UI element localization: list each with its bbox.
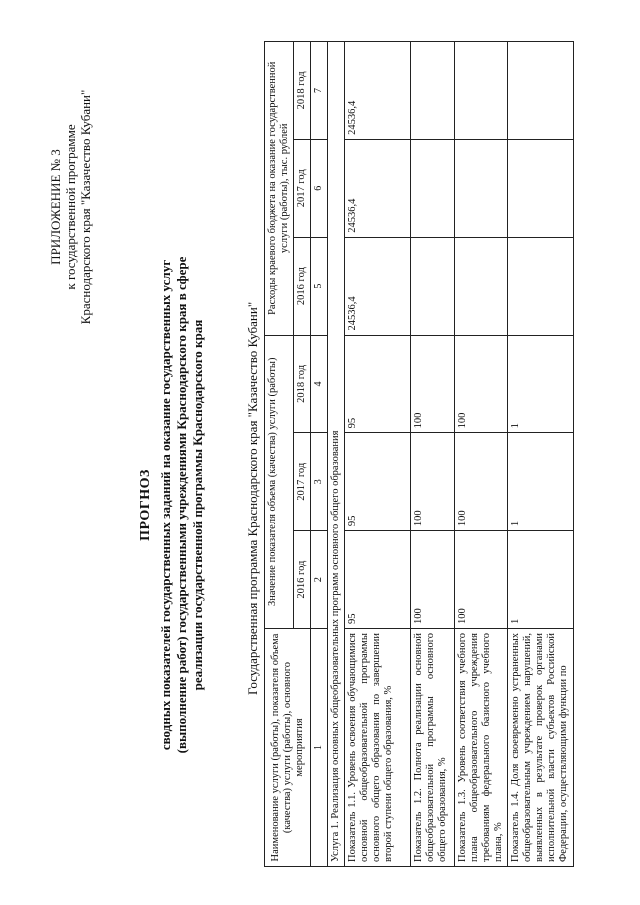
table-row xyxy=(455,42,508,867)
value-cell: 95 xyxy=(345,531,411,629)
program-name: Государственная программа Краснодарского края "Казачество Кубани" xyxy=(245,301,260,695)
header-year: 2018 год xyxy=(294,335,311,433)
expense-cell: 24536,4 xyxy=(345,237,411,335)
value-cell: 1 xyxy=(508,433,574,531)
value-cell: 1 xyxy=(508,335,574,433)
appendix-header xyxy=(48,57,93,357)
header-expense-group: Расходы краевого бюджета на оказание государственной услуги (работы), тыс. рублей xyxy=(265,42,294,336)
value-cell: 100 xyxy=(411,433,455,531)
expense-cell xyxy=(508,42,574,140)
column-number: 2 xyxy=(311,531,328,629)
appendix-reference: к государственной программе xyxy=(63,124,78,290)
value-cell: 95 xyxy=(345,335,411,433)
value-cell: 100 xyxy=(411,531,455,629)
indicator-name: Показатель 1.1. Уровень освоения обучающимися основной общеобразовательной программы основного общего образования по завершении второй ступени общего образования, % xyxy=(345,629,411,867)
appendix-program: Краснодарского края "Казачество Кубани" xyxy=(78,89,93,325)
column-number: 6 xyxy=(311,139,328,237)
header-year: 2016 год xyxy=(294,237,311,335)
value-cell: 95 xyxy=(345,433,411,531)
header-year: 2018 год xyxy=(294,42,311,140)
column-number: 7 xyxy=(311,42,328,140)
value-cell: 100 xyxy=(455,433,508,531)
expense-cell: 24536,4 xyxy=(345,139,411,237)
expense-cell xyxy=(508,237,574,335)
expense-cell xyxy=(411,139,455,237)
value-cell: 100 xyxy=(455,335,508,433)
column-numbers-row xyxy=(311,42,328,867)
column-number: 3 xyxy=(311,433,328,531)
indicator-name: Показатель 1.4. Доля своевременно устраненных общеобразовательным учреждением нарушений, выявленных в результате проверок органами исполнительной власти субъектов Российской Федерации, осуществляющими функции по xyxy=(508,629,574,867)
forecast-table xyxy=(264,41,574,867)
service-title: Услуга 1. Реализация основных общеобразовательных программ основного общего образования xyxy=(328,42,345,867)
header-value-group: Значение показателя объема (качества) услуги (работы) xyxy=(265,335,294,628)
header-name: Наименование услуги (работы), показателя объема (качества) услуги (работы), основного мероприятия xyxy=(265,629,311,867)
indicator-name: Показатель 1.2. Полнота реализации основной общеобразовательной программы основного общего образования, % xyxy=(411,629,455,867)
header-year: 2016 год xyxy=(294,531,311,629)
header-year: 2017 год xyxy=(294,433,311,531)
title-line-1: сводных показателей государственных заданий на оказание государственных услуг xyxy=(158,259,173,751)
table-row xyxy=(411,42,455,867)
expense-cell xyxy=(455,139,508,237)
appendix-number: ПРИЛОЖЕНИЕ № 3 xyxy=(48,149,63,265)
value-cell: 100 xyxy=(411,335,455,433)
column-number: 4 xyxy=(311,335,328,433)
header-year: 2017 год xyxy=(294,139,311,237)
title-main: ПРОГНОЗ xyxy=(138,469,153,541)
expense-cell xyxy=(508,139,574,237)
service-row xyxy=(328,42,345,867)
table-row xyxy=(508,42,574,867)
value-cell: 1 xyxy=(508,531,574,629)
title-line-2: (выполнение работ) государственными учреждениями Краснодарского края в сфере xyxy=(174,256,189,754)
expense-cell: 24536,4 xyxy=(345,42,411,140)
title-line-3: реализации государственной программы Краснодарского края xyxy=(190,319,205,691)
document-title xyxy=(138,195,206,815)
expense-cell xyxy=(455,237,508,335)
column-number: 5 xyxy=(311,237,328,335)
column-number: 1 xyxy=(311,629,328,867)
table-row xyxy=(345,42,411,867)
header-row xyxy=(265,42,294,867)
expense-cell xyxy=(411,237,455,335)
expense-cell xyxy=(411,42,455,140)
value-cell: 100 xyxy=(455,531,508,629)
expense-cell xyxy=(455,42,508,140)
indicator-name: Показатель 1.3. Уровень соответствия учебного плана общеобразовательного учреждения требованиям федерального базисного учебного плана, % xyxy=(455,629,508,867)
